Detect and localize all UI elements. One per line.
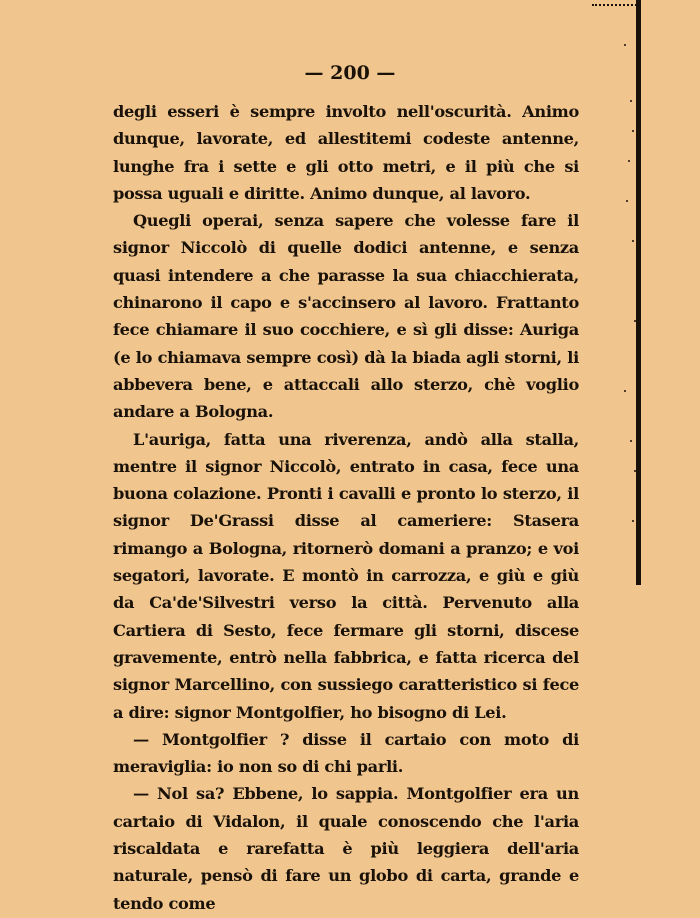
page-number: — 200 — <box>304 62 396 84</box>
paragraph: Quegli operai, senza sapere che volesse fare il signor Niccolò di quelle dodici antenne, e senza quasi intendere a che parasse la sua chiacchierata, chinarono il capo e s'accinsero al lavoro. Frattanto fece chiamare il suo cocchiere, e sì gli disse: Auriga (e lo chiamava sempre così) dà la biada agli storni, li abbevera bene, e attaccali allo sterzo, chè voglio andare a Bologna. <box>113 211 579 422</box>
binding-speckles <box>620 0 640 585</box>
paragraph: — Montgolfier ? disse il cartaio con moto di meraviglia: io non so di chi parli. <box>113 729 579 777</box>
paragraph: — Nol sa? Ebbene, lo sappia. Montgolfier era un cartaio di Vidalon, il quale conoscendo che l'aria riscaldata e rarefatta è più leggiera dell'aria naturale, pensò di fare un globo di carta, grande e tendo come <box>113 784 579 913</box>
body-text <box>113 98 579 917</box>
paragraph: L'auriga, fatta una riverenza, andò alla stalla, mentre il signor Niccolò, entrato in casa, fece una buona colazione. Pronti i cavalli e pronto lo sterzo, il signor De'Grassi disse al cameriere: Stasera rimango a Bologna, ritornerò domani a pranzo; e voi segatori, lavorate. E montò in carrozza, e giù e giù da Ca'de'Silvestri verso la città. Pervenuto alla Cartiera di Sesto, fece fermare gli storni, discese gravemente, entrò nella fabbrica, e fatta ricerca del signor Marcellino, con sussiego caratteristico si fece a dire: signor Montgolfier, ho bisogno di Lei. <box>113 429 579 722</box>
paragraph: degli esseri è sempre involto nell'oscurità. Animo dunque, lavorate, ed allestitemi codeste antenne, lunghe fra i sette e gli otto metri, e il più che si possa uguali e diritte. Animo dunque, al lavoro. <box>113 102 579 203</box>
